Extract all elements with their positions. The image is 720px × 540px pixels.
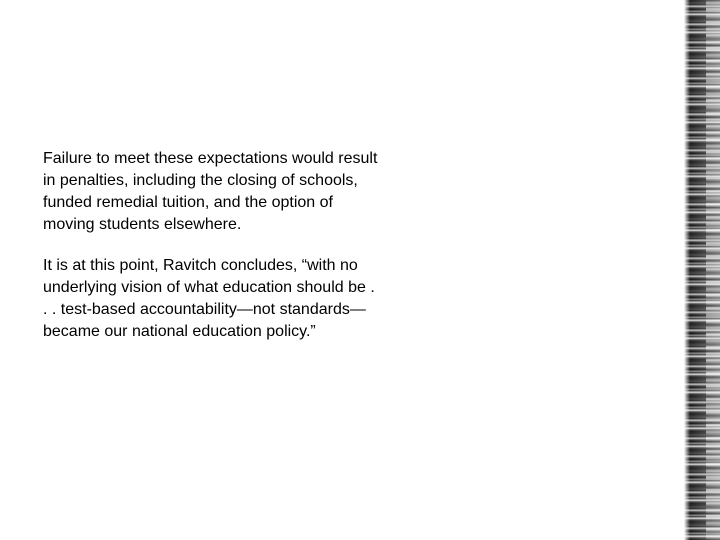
text-body <box>43 148 435 362</box>
decorative-edge-strip <box>684 0 720 540</box>
paragraph-expectations: Failure to meet these expectations would result in penalties, including the closing of schools, funded remedial tuition, and the option of moving students elsewhere. <box>43 150 378 233</box>
paragraph-ravitch-quote: It is at this point, Ravitch concludes, “with no underlying vision of what education should be . . . test-based accountability—not standards— became our national education policy.” <box>43 257 375 340</box>
